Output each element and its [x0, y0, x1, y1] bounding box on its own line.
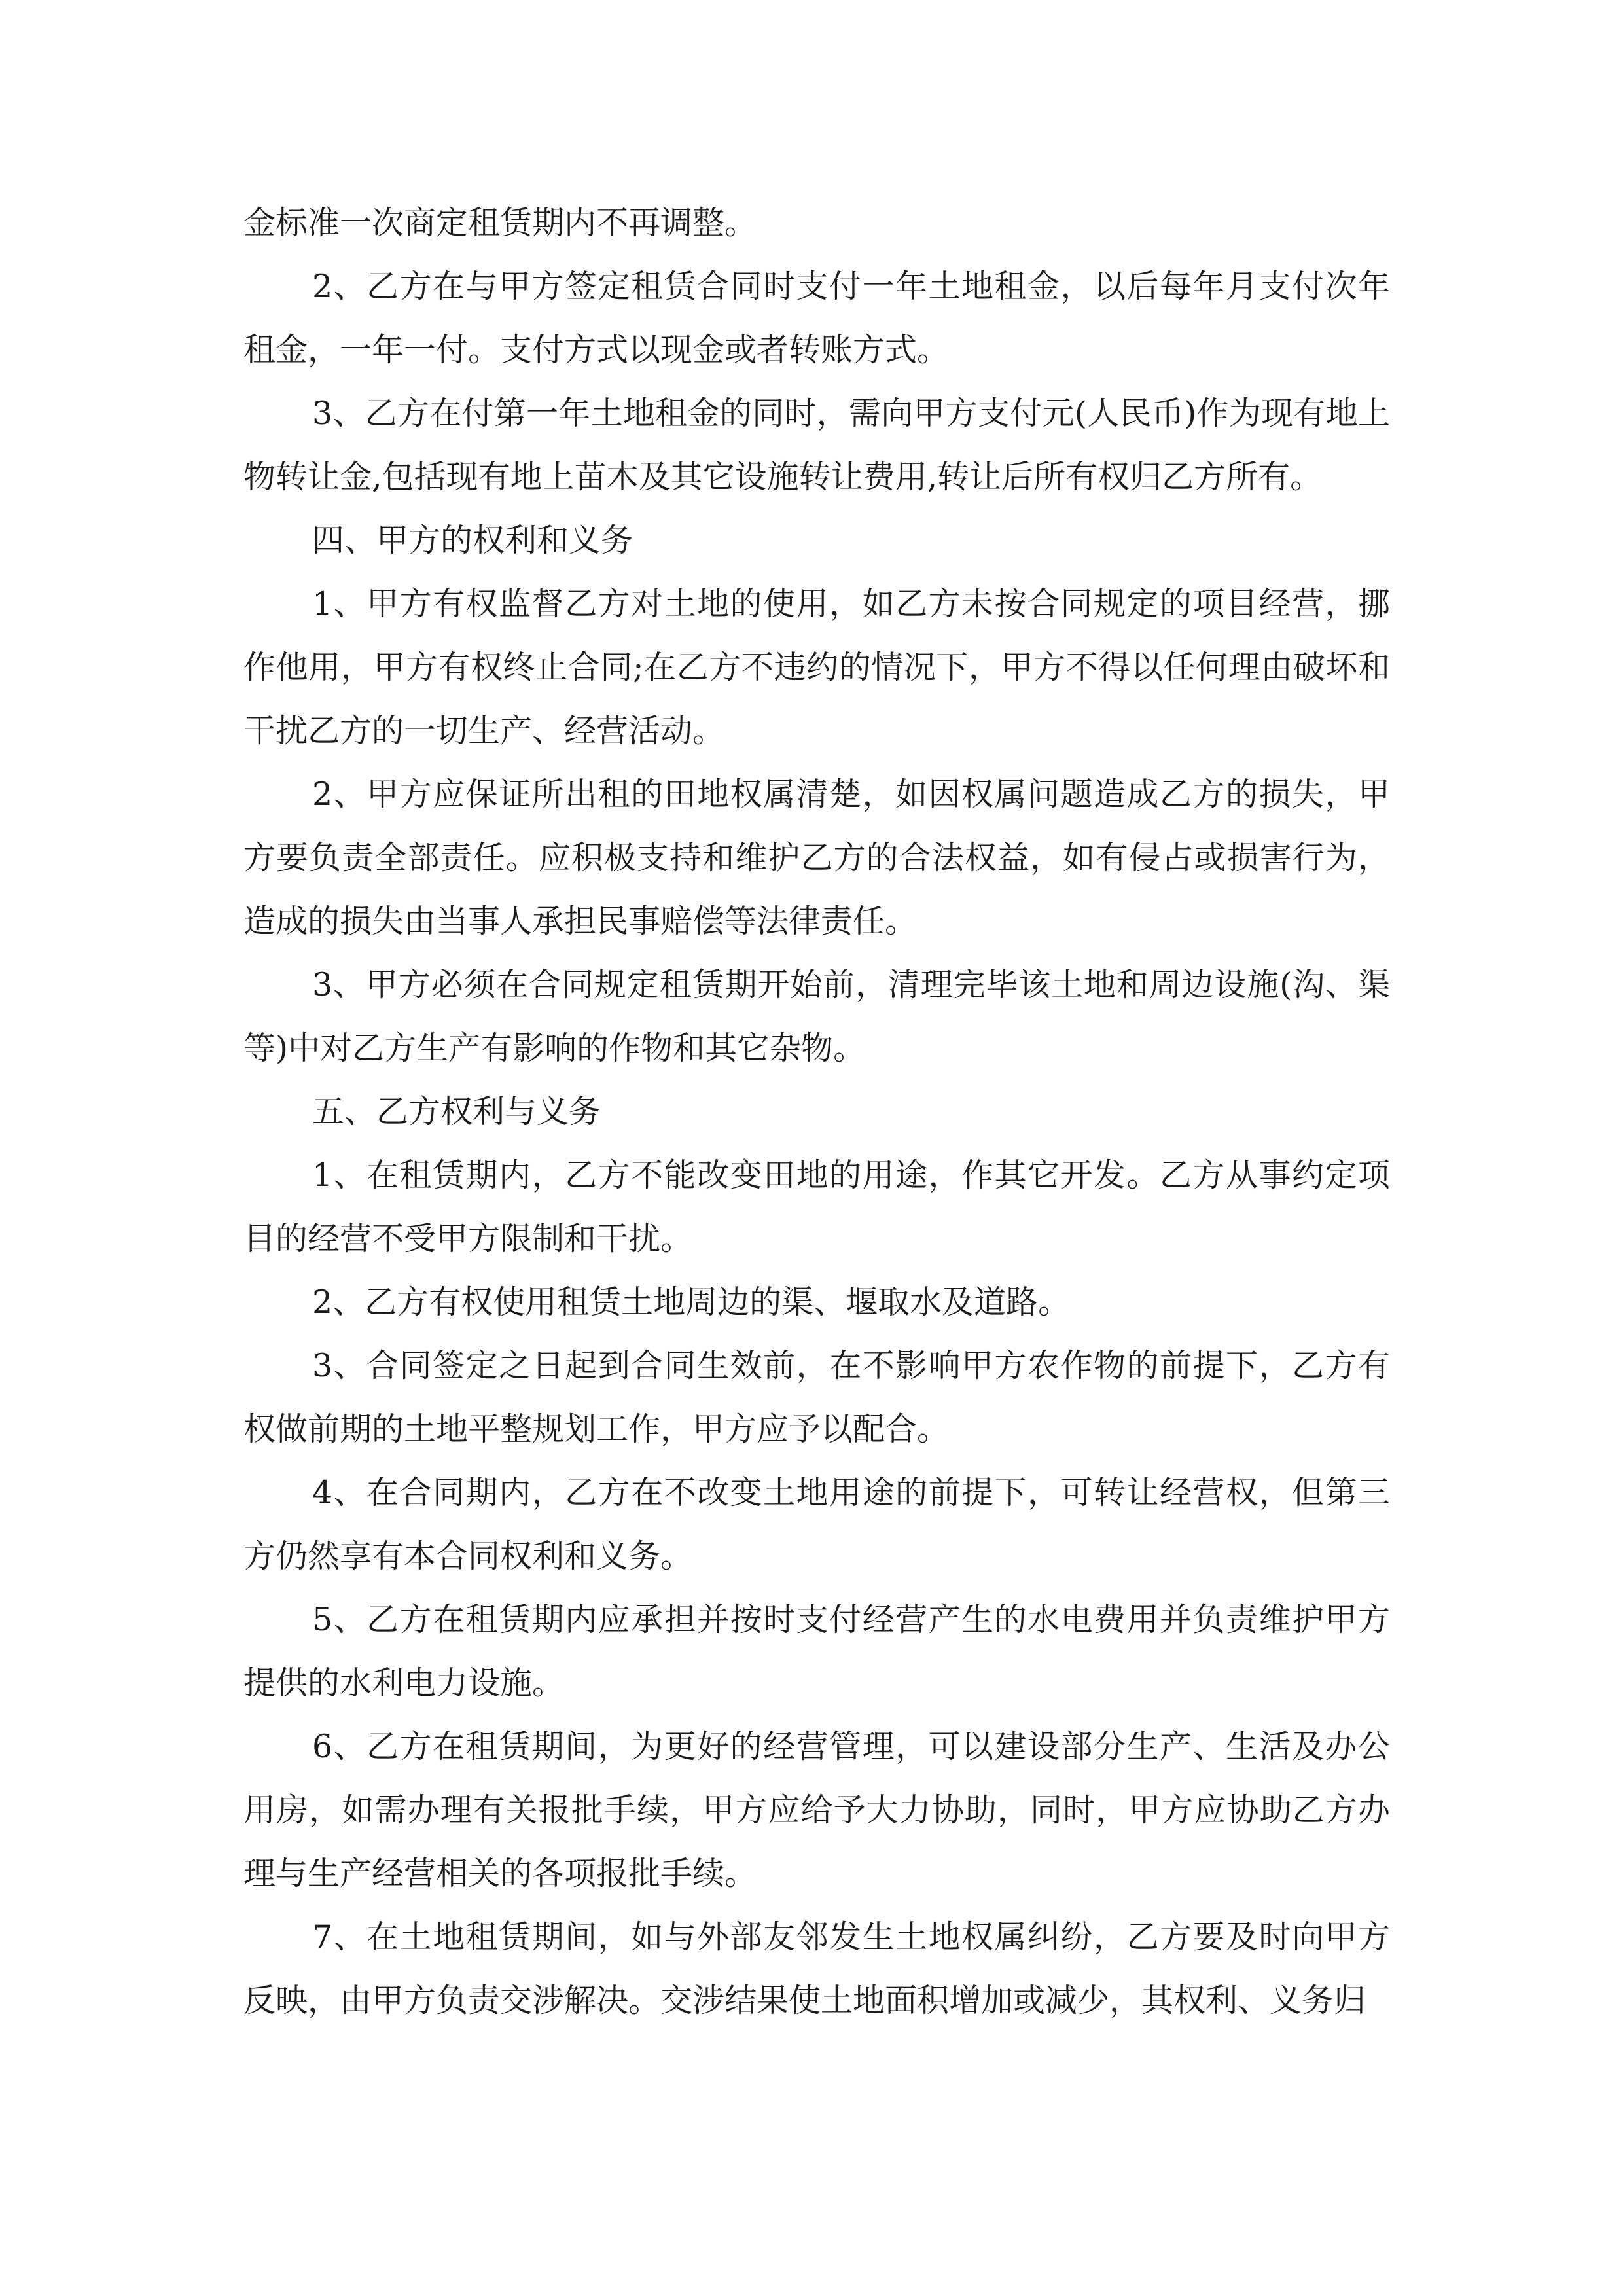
paragraph-continuation: 金标准一次商定租赁期内不再调整。: [243, 204, 757, 242]
paragraph-clause-5-7: 7、在土地租赁期间，如与外部友邻发生土地权属纠纷，乙方要及时向甲方反映，由甲方负责交涉解决。交涉结果使土地面积增加或减少，其权利、义务归: [243, 1918, 1390, 2019]
paragraph-clause-5-3: 3、合同签定之日起到合同生效前，在不影响甲方农作物的前提下，乙方有权做前期的土地平整规划工作，甲方应予以配合。: [243, 1347, 1390, 1448]
paragraph-clause-5-2: 2、乙方有权使用租赁土地周边的渠、堰取水及道路。: [312, 1283, 1071, 1321]
section-heading-party-b-rights: 五、乙方权利与义务: [312, 1093, 601, 1130]
paragraph-clause-5-5: 5、乙方在租赁期内应承担并按时支付经营产生的水电费用并负责维护甲方提供的水利电力设施。: [243, 1601, 1390, 1702]
paragraph-clause-5-4: 4、在合同期内，乙方在不改变土地用途的前提下，可转让经营权，但第三方仍然享有本合同权利和义务。: [243, 1474, 1390, 1575]
paragraph-clause-4-1: 1、甲方有权监督乙方对土地的使用，如乙方未按合同规定的项目经营，挪作他用，甲方有权终止合同;在乙方不违约的情况下，甲方不得以任何理由破坏和干扰乙方的一切生产、经营活动。: [243, 585, 1390, 749]
paragraph-clause-4-3: 3、甲方必须在合同规定租赁期开始前，清理完毕该土地和周边设施(沟、渠等)中对乙方生产有影响的作物和其它杂物。: [243, 966, 1390, 1067]
paragraph-clause-4-2: 2、甲方应保证所出租的田地权属清楚，如因权属问题造成乙方的损失，甲方要负责全部责任。应积极支持和维护乙方的合法权益，如有侵占或损害行为，造成的损失由当事人承担民事赔偿等法律责任。: [243, 776, 1390, 940]
paragraph-clause-3-3: 3、乙方在付第一年土地租金的同时，需向甲方支付元(人民币)作为现有地上物转让金,包括现有地上苗木及其它设施转让费用,转让后所有权归乙方所有。: [243, 395, 1390, 495]
document-body: [243, 191, 1390, 2032]
paragraph-clause-5-1: 1、在租赁期内，乙方不能改变田地的用途，作其它开发。乙方从事约定项目的经营不受甲方限制和干扰。: [243, 1157, 1390, 1257]
paragraph-clause-5-6: 6、乙方在租赁期间，为更好的经营管理，可以建设部分生产、生活及办公用房，如需办理有关报批手续，甲方应给予大力协助，同时，甲方应协助乙方办理与生产经营相关的各项报批手续。: [243, 1728, 1390, 1892]
paragraph-clause-3-2: 2、乙方在与甲方签定租赁合同时支付一年土地租金，以后每年月支付次年租金，一年一付。支付方式以现金或者转账方式。: [243, 268, 1390, 368]
section-heading-party-a-rights: 四、甲方的权利和义务: [312, 522, 633, 559]
